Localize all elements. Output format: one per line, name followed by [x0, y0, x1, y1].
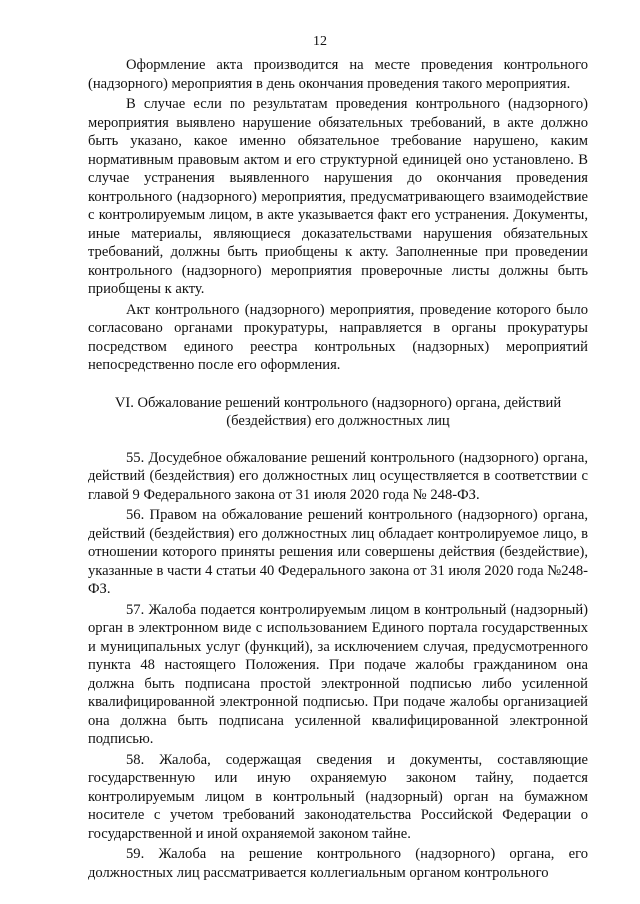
document-body	[88, 56, 588, 882]
paragraph-55: 55. Досудебное обжалование решений контрольного (надзорного) органа, действий (бездействия) его должностных лиц осуществляется в соответствии с главой 9 Федерального закона от 31 июля 2020 года № 248-ФЗ.	[88, 449, 588, 503]
page-number: 12	[313, 34, 327, 49]
paragraph-57: 57. Жалоба подается контролируемым лицом в контрольный (надзорный) орган в электронном виде с использованием Единого портала государственных и муниципальных услуг (функций), за исключением случая, предусмотренного пункта 48 настоящего Положения. При подаче жалобы гражданином она должна быть подписана простой электронной подписью либо усиленной квалифицированной электронной подписью. При подаче жалобы организацией она должна быть подписана усиленной квалифицированной электронной подписью.	[88, 601, 588, 747]
paragraph: Оформление акта производится на месте проведения контрольного (надзорного) мероприятия в день окончания проведения такого мероприятия.	[88, 57, 588, 92]
paragraph: Акт контрольного (надзорного) мероприятия, проведение которого было согласовано органами прокуратуры, направляется в органы прокуратуры посредством единого реестра контрольных (надзорных) мероприятий непосредственно после его оформления.	[88, 301, 588, 373]
paragraph-58: 58. Жалоба, содержащая сведения и документы, составляющие государственную или иную охраняемую законом тайну, подается контролируемым лицом в контрольный (надзорный) орган на бумажном носителе с учетом требований законодательства Российской Федерации о государственной и иной охраняемой законом тайне.	[88, 751, 588, 842]
paragraph-56: 56. Правом на обжалование решений контрольного (надзорного) органа, действий (бездействия) его должностных лиц обладает контролируемое лицо, в отношении которого приняты решения или совершены действия (бездействие), указанные в части 4 статьи 40 Федерального закона от 31 июля 2020 года №248-ФЗ.	[88, 507, 588, 597]
section-heading	[88, 394, 588, 431]
section-heading-line: VI. Обжалование решений контрольного (надзорного) органа, действий	[114, 394, 562, 411]
section-heading-line: (бездействия) его должностных лиц	[226, 413, 450, 429]
paragraph-59: 59. Жалоба на решение контрольного (надзорного) органа, его должностных лиц рассматривается коллегиальным органом контрольного	[88, 846, 588, 881]
paragraph: В случае если по результатам проведения контрольного (надзорного) мероприятия выявлено нарушение обязательных требований, в акте должно быть указано, какое именно обязательное требование нарушено, каким нормативным правовым актом и его структурной единицей оно установлено. В случае устранения выявленного нарушения до окончания проведения контрольного (надзорного) мероприятия, предусматривающего взаимодействие с контролируемым лицом, в акте указывается факт его устранения. Документы, иные материалы, являющиеся доказательствами нарушения обязательных требований, должны быть приобщены к акту. Заполненные при проведении контрольного (надзорного) мероприятия проверочные листы должны быть приобщены к акту.	[88, 96, 588, 297]
